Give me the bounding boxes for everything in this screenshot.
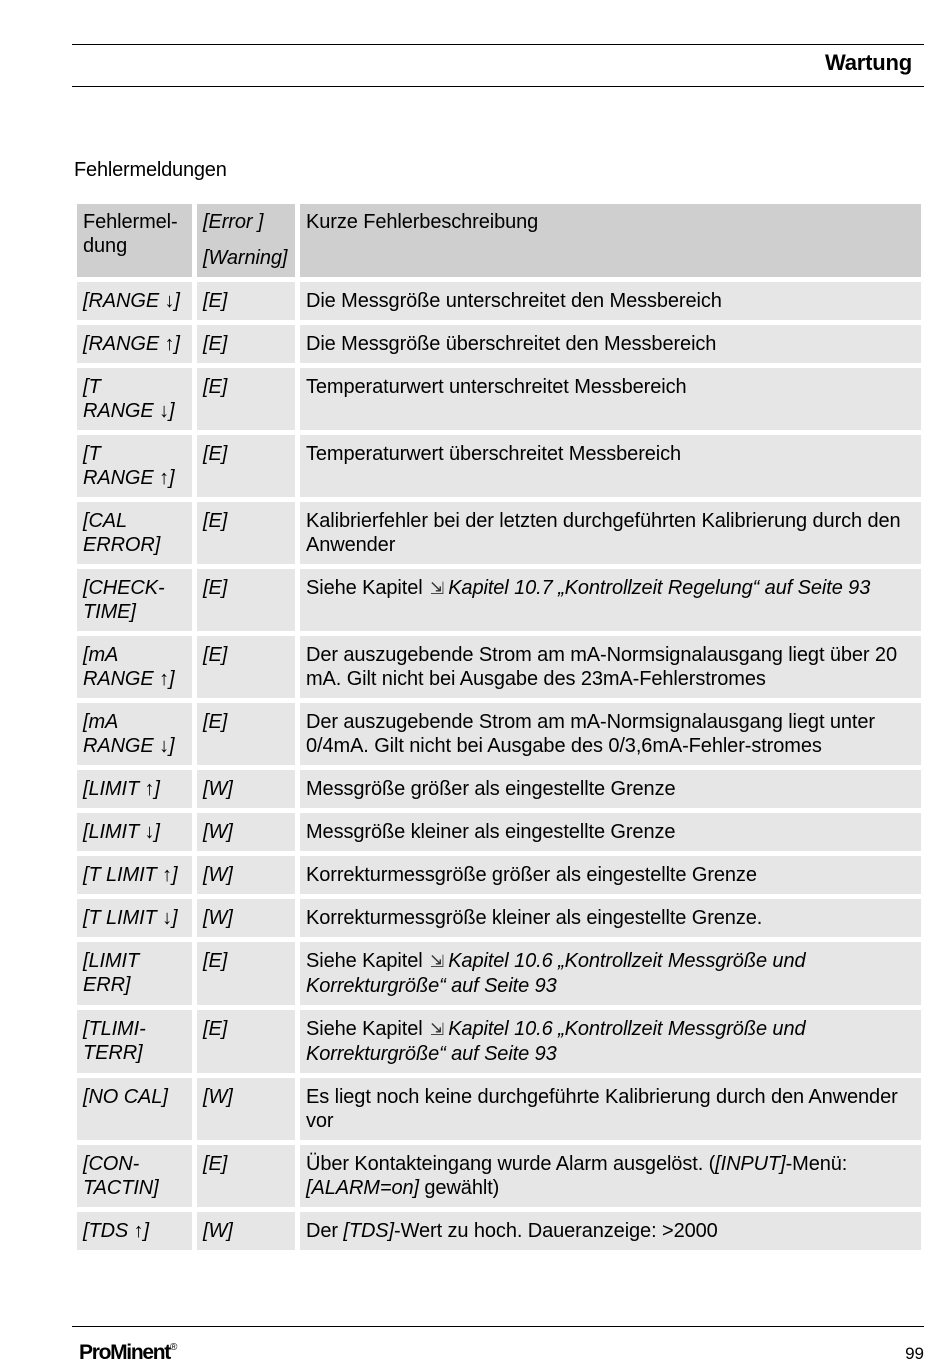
table-row [77, 899, 921, 937]
error-code: [T RANGE ↑] [77, 435, 192, 497]
error-type: [E] [197, 435, 295, 497]
error-description [300, 368, 921, 430]
error-code: [LIMIT ↓] [77, 813, 192, 851]
error-type: [W] [197, 1212, 295, 1250]
description-text: Messgröße größer als eingestellte Grenze [306, 778, 676, 800]
table-row [77, 770, 921, 808]
table-row [77, 636, 921, 698]
error-type: [E] [197, 942, 295, 1005]
table-row [77, 1010, 921, 1073]
error-type: [E] [197, 282, 295, 320]
chapter-reference-link[interactable]: Kapitel 10.7 „Kontrollzeit Regelung“ auf Seite 93 [448, 577, 871, 599]
error-description [300, 813, 921, 851]
header-rule-top [72, 44, 924, 45]
description-text: Der auszugebende Strom am mA-Normsignalausgang liegt unter 0/4mA. Gilt nicht bei Ausgabe des 0/3,6mA-Fehler-stromes [306, 711, 875, 757]
description-text: -Wert zu hoch. Daueranzeige: >2000 [394, 1220, 718, 1242]
table-row [77, 942, 921, 1005]
error-description [300, 703, 921, 765]
error-code: [TLIMI- TERR] [77, 1010, 192, 1073]
error-type: [E] [197, 703, 295, 765]
header-col-message: Fehlermel- dung [77, 204, 192, 277]
description-text: Korrekturmessgröße größer als eingestellte Grenze [306, 864, 757, 886]
logo-text: ProMinent [79, 1341, 170, 1364]
table-row [77, 856, 921, 894]
error-messages-table [72, 199, 926, 1255]
error-description [300, 942, 921, 1005]
arrow-reference-icon: ⇲ [430, 952, 445, 971]
description-text: Die Messgröße unterschreitet den Messbereich [306, 290, 722, 312]
error-code: [LIMIT ERR] [77, 942, 192, 1005]
error-description [300, 325, 921, 363]
error-code: [RANGE ↓] [77, 282, 192, 320]
description-text: -Menü: [785, 1153, 848, 1175]
section-title: Fehlermeldungen [74, 159, 227, 181]
prominent-logo [79, 1341, 177, 1365]
registered-mark: ® [169, 1342, 178, 1353]
arrow-reference-icon: ⇲ [430, 1020, 445, 1039]
table-body [77, 282, 921, 1250]
error-code: [LIMIT ↑] [77, 770, 192, 808]
error-type: [E] [197, 636, 295, 698]
chapter-reference-link[interactable]: Kapitel 10.6 „Kontrollzeit Messgröße und Korrekturgröße“ auf Seite 93 [306, 1018, 806, 1065]
error-description [300, 636, 921, 698]
error-type: [E] [197, 502, 295, 564]
table-row [77, 703, 921, 765]
error-code: [mA RANGE ↑] [77, 636, 192, 698]
error-type: [E] [197, 325, 295, 363]
table-row [77, 325, 921, 363]
error-code: [T RANGE ↓] [77, 368, 192, 430]
table-row [77, 569, 921, 631]
header-error-label: [Error ] [203, 211, 264, 233]
table-row [77, 282, 921, 320]
error-code: [TDS ↑] [77, 1212, 192, 1250]
description-text: [INPUT] [715, 1153, 786, 1175]
page-number: 99 [905, 1344, 924, 1363]
table-row [77, 813, 921, 851]
description-text: Messgröße kleiner als eingestellte Grenze [306, 821, 676, 843]
error-type: [W] [197, 899, 295, 937]
description-text: Der auszugebende Strom am mA-Normsignalausgang liegt über 20 mA. Gilt nicht bei Ausgabe des 23mA-Fehlerstromes [306, 644, 897, 690]
error-description [300, 1078, 921, 1140]
error-code: [NO CAL] [77, 1078, 192, 1140]
error-type: [W] [197, 856, 295, 894]
description-text: Siehe Kapitel [306, 950, 429, 972]
header-col-description: Kurze Fehlerbeschreibung [300, 204, 921, 277]
error-description [300, 1212, 921, 1250]
error-type: [W] [197, 1078, 295, 1140]
chapter-reference-link[interactable]: Kapitel 10.6 „Kontrollzeit Messgröße und Korrekturgröße“ auf Seite 93 [306, 950, 806, 997]
error-type: [E] [197, 1145, 295, 1207]
description-text: Temperaturwert unterschreitet Messbereich [306, 376, 687, 398]
table-row [77, 1078, 921, 1140]
description-text: Siehe Kapitel [306, 1018, 429, 1040]
table-row [77, 1212, 921, 1250]
error-description [300, 569, 921, 631]
table-row [77, 1145, 921, 1207]
description-text: [TDS] [343, 1220, 395, 1242]
description-text: gewählt) [418, 1177, 500, 1199]
error-description [300, 770, 921, 808]
table-row [77, 502, 921, 564]
error-code: [CHECK- TIME] [77, 569, 192, 631]
error-code: [RANGE ↑] [77, 325, 192, 363]
header-warning-label: [Warning] [203, 247, 288, 269]
table-row [77, 435, 921, 497]
description-text: Der [306, 1220, 344, 1242]
error-description [300, 1145, 921, 1207]
error-code: [T LIMIT ↓] [77, 899, 192, 937]
table-header-row [77, 204, 921, 277]
error-type: [W] [197, 770, 295, 808]
error-description [300, 502, 921, 564]
error-code: [CAL ERROR] [77, 502, 192, 564]
header-col-type [197, 204, 295, 277]
error-description [300, 899, 921, 937]
error-code: [T LIMIT ↑] [77, 856, 192, 894]
error-type: [E] [197, 368, 295, 430]
error-type: [E] [197, 569, 295, 631]
error-description [300, 856, 921, 894]
description-text: Korrekturmessgröße kleiner als eingestellte Grenze. [306, 907, 763, 929]
description-text: Die Messgröße überschreitet den Messbereich [306, 333, 717, 355]
description-text: Es liegt noch keine durchgeführte Kalibrierung durch den Anwender vor [306, 1086, 898, 1132]
description-text: [ALARM=on] [306, 1177, 419, 1199]
error-code: [mA RANGE ↓] [77, 703, 192, 765]
error-description [300, 435, 921, 497]
arrow-reference-icon: ⇲ [430, 579, 445, 598]
error-type: [W] [197, 813, 295, 851]
error-code: [CON- TACTIN] [77, 1145, 192, 1207]
error-description [300, 282, 921, 320]
description-text: Temperaturwert überschreitet Messbereich [306, 443, 682, 465]
footer-rule [72, 1326, 924, 1327]
page-header-title: Wartung [825, 50, 912, 75]
description-text: Über Kontakteingang wurde Alarm ausgelöst. ( [306, 1153, 716, 1175]
error-type: [E] [197, 1010, 295, 1073]
error-description [300, 1010, 921, 1073]
description-text: Kalibrierfehler bei der letzten durchgeführten Kalibrierung durch den Anwender [306, 510, 901, 556]
description-text: Siehe Kapitel [306, 577, 429, 599]
header-rule-bottom [72, 86, 924, 87]
table-row [77, 368, 921, 430]
